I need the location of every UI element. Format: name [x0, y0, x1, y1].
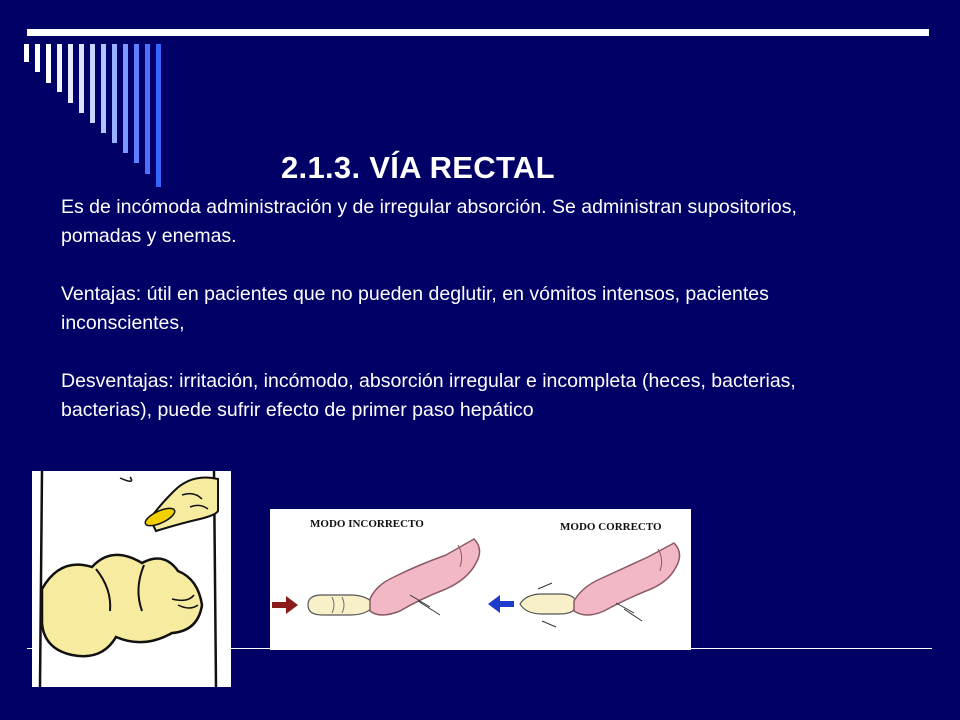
slide-title: 2.1.3. VÍA RECTAL	[281, 150, 555, 185]
stripe	[101, 44, 106, 133]
baby-suppository-illustration	[32, 471, 231, 687]
correct-method-label: MODO CORRECTO	[560, 521, 662, 533]
advantages-paragraph: Ventajas: útil en pacientes que no pueden deglutir, en vómitos intensos, pacientes inconscientes,	[61, 283, 769, 334]
stripe	[145, 44, 150, 174]
stripe	[112, 44, 117, 143]
top-rule	[27, 29, 929, 36]
incorrect-method-label: MODO INCORRECTO	[310, 518, 424, 530]
stripe	[134, 44, 139, 163]
incorrect-arrow-icon	[272, 596, 298, 614]
disadvantages-paragraph: Desventajas: irritación, incómodo, absorción irregular e incompleta (heces, bacterias, bacterias), puede sufrir efecto de primer paso hepático	[61, 370, 796, 421]
stripe	[156, 44, 161, 187]
stripe	[90, 44, 95, 123]
correct-arrow-icon	[488, 595, 514, 613]
stripe	[68, 44, 73, 103]
stripe	[24, 44, 29, 62]
intro-paragraph: Es de incómoda administración y de irregular absorción. Se administran supositorios, pomadas y enemas.	[61, 196, 797, 247]
stripe	[79, 44, 84, 113]
stripe	[35, 44, 40, 72]
stripe	[46, 44, 51, 83]
stripe	[57, 44, 62, 92]
stripe	[123, 44, 128, 153]
insertion-method-illustration	[270, 509, 691, 650]
